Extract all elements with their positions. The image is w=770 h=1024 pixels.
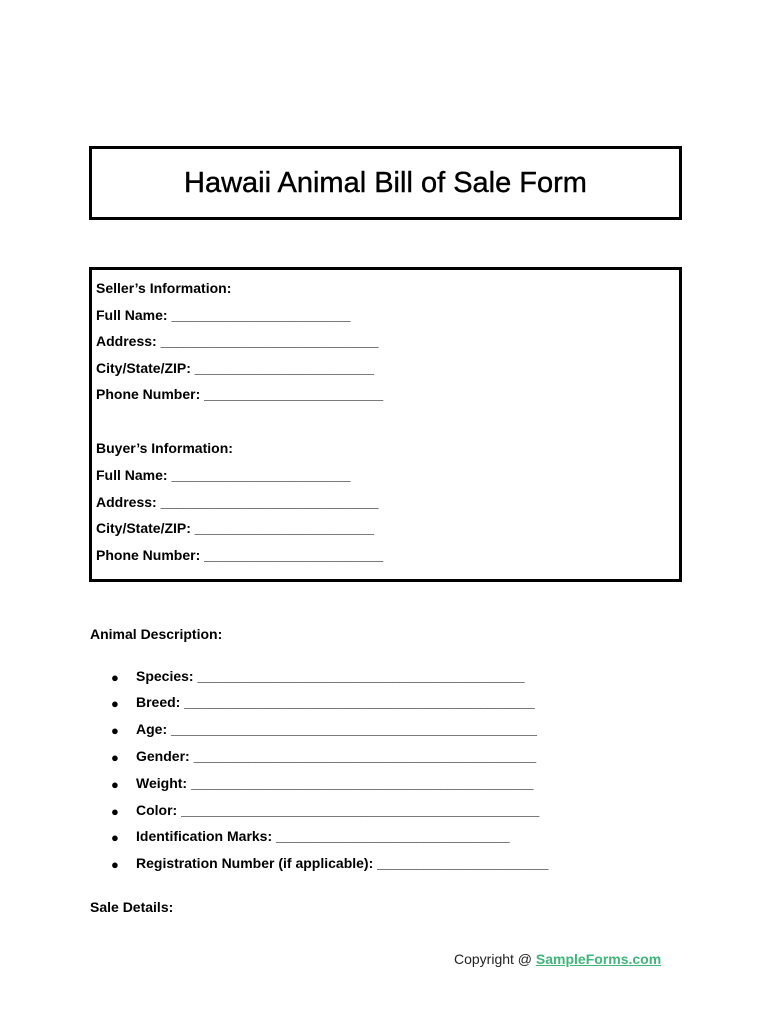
bullet-icon: ● — [111, 777, 119, 792]
title-box — [89, 146, 682, 220]
color-field[interactable]: Color: ______________________________________________ — [136, 802, 540, 818]
buyer-city-state-zip-field[interactable]: City/State/ZIP: _______________________ — [96, 520, 374, 536]
species-field[interactable]: Species: __________________________________________ — [136, 668, 525, 684]
bullet-icon: ● — [111, 696, 119, 711]
footer-copyright — [454, 950, 661, 968]
weight-field[interactable]: Weight: ____________________________________________ — [136, 775, 534, 791]
sampleforms-link[interactable]: SampleForms.com — [535, 951, 662, 967]
age-field[interactable]: Age: _______________________________________________ — [136, 721, 537, 737]
breed-field[interactable]: Breed: _____________________________________________ — [136, 694, 535, 710]
animal-description-heading: Animal Description: — [90, 626, 223, 642]
buyer-phone-field[interactable]: Phone Number: _______________________ — [96, 547, 384, 563]
buyer-full-name-field[interactable]: Full Name: _______________________ — [96, 467, 351, 483]
bullet-icon: ● — [111, 804, 119, 819]
seller-phone-field[interactable]: Phone Number: _______________________ — [96, 386, 384, 402]
buyer-address-field[interactable]: Address: ____________________________ — [96, 494, 379, 510]
seller-heading: Seller’s Information: — [96, 280, 232, 296]
bullet-icon: ● — [111, 670, 119, 685]
seller-full-name-field[interactable]: Full Name: _______________________ — [96, 307, 351, 323]
bullet-icon: ● — [111, 857, 119, 872]
bullet-icon: ● — [111, 750, 119, 765]
buyer-heading: Buyer’s Information: — [96, 440, 233, 456]
page-title: Hawaii Animal Bill of Sale Form — [184, 166, 587, 199]
copyright-text: Copyright @ — [454, 951, 536, 967]
identification-marks-field[interactable]: Identification Marks: ______________________________ — [136, 828, 510, 844]
seller-city-state-zip-field[interactable]: City/State/ZIP: _______________________ — [96, 360, 374, 376]
registration-number-field[interactable]: Registration Number (if applicable): ______________________ — [136, 855, 549, 871]
gender-field[interactable]: Gender: ____________________________________________ — [136, 748, 537, 764]
bullet-icon: ● — [111, 723, 119, 738]
bullet-icon: ● — [111, 830, 119, 845]
sale-details-heading: Sale Details: — [90, 899, 174, 915]
seller-address-field[interactable]: Address: ____________________________ — [96, 333, 379, 349]
